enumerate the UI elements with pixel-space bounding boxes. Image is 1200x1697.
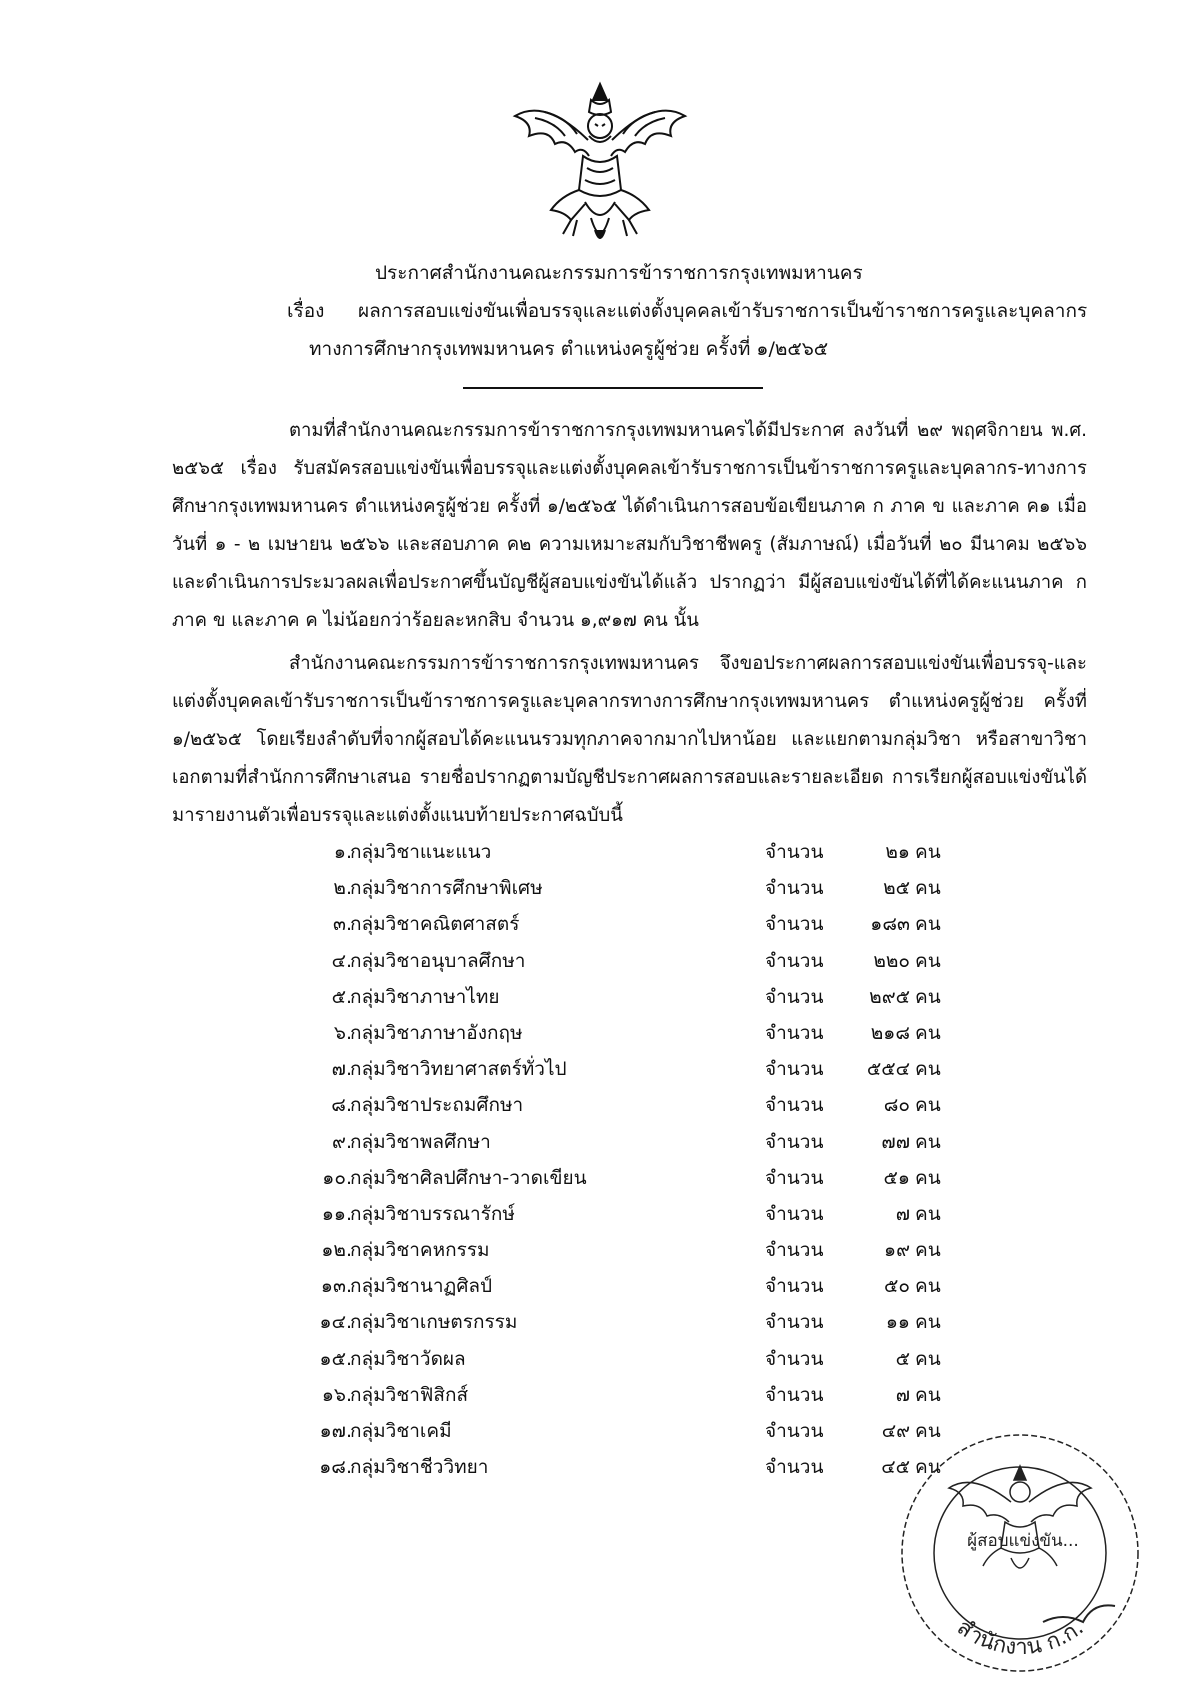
list-item-count-word: จำนวน <box>765 1275 824 1298</box>
subject-line-2: ทางการศึกษากรุงเทพมหานคร ตำแหน่งครูผู้ช่วย ครั้งที่ ๑/๒๕๖๕ <box>309 338 829 360</box>
list-item-unit: คน <box>915 1275 941 1298</box>
list-item-count: ๕๐ <box>884 1275 910 1298</box>
list-item <box>0 1377 1200 1413</box>
official-seal-stamp <box>893 1426 1148 1681</box>
list-item-name: กลุ่มวิชาประถมศึกษา <box>350 1094 524 1117</box>
list-item-count-word: จำนวน <box>765 1420 824 1442</box>
list-item-number: ๓. <box>332 913 352 936</box>
list-item-number: ๑๓. <box>320 1275 352 1298</box>
body-paragraph-1: ตามที่สำนักงานคณะกรรมการข้าราชการกรุงเทพมหานครได้มีประกาศ ลงวันที่ ๒๙ พฤศจิกายน พ.ศ. ๒๕๖๕ เรื่อง รับสมัครสอบแข่งขันเพื่อบรรจุและแต่งตั้งบุคคลเข้ารับราชการเป็นข้าราชการครูและบุคลากร-ทางการศึกษากรุงเทพมหานคร ตำแหน่งครูผู้ช่วย ครั้งที่ ๑/๒๕๖๕ ได้ดำเนินการสอบข้อเขียนภาค ก ภาค ข และภาค ค๑ เมื่อวันที่ ๑ - ๒ เมษายน ๒๕๖๖ และสอบภาค ค๒ ความเหมาะสมกับวิชาชีพครู (สัมภาษณ์) เมื่อวันที่ ๒๐ มีนาคม ๒๕๖๖ และดำเนินการประมวลผลเพื่อประกาศขึ้นบัญชีผู้สอบแข่งขันได้แล้ว ปรากฏว่า มีผู้สอบแข่งขันได้ที่ได้คะแนนภาค ก ภาค ข และภาค ค ไม่น้อยกว่าร้อยละหกสิบ จำนวน ๑,๙๑๗ คน นั้น <box>172 420 1087 631</box>
list-item-name: กลุ่มวิชาภาษาอังกฤษ <box>350 1021 523 1044</box>
list-item-unit: คน <box>915 1058 941 1081</box>
list-item-unit: คน <box>915 1311 941 1334</box>
list-item-count: ๘๐ <box>883 1094 910 1117</box>
list-item-count-word: จำนวน <box>765 1130 824 1153</box>
seal-ring-text: สำนักงาน ก.ก. <box>952 1614 1089 1661</box>
list-item-count: ๗ <box>895 1202 910 1225</box>
list-item <box>0 1232 1200 1268</box>
list-item-number: ๑. <box>333 841 352 863</box>
list-item-count-word: จำนวน <box>765 1166 824 1189</box>
list-item-unit: คน <box>915 1166 941 1189</box>
list-item <box>0 1160 1200 1196</box>
list-item-name: กลุ่มวิชาชีววิทยา <box>350 1456 489 1479</box>
list-item-number: ๔. <box>331 949 352 972</box>
list-item <box>0 834 1200 870</box>
list-item-name: กลุ่มวิชานาฏศิลป์ <box>350 1275 493 1298</box>
list-item <box>0 906 1200 942</box>
list-item-name: กลุ่มวิชาเกษตรกรรม <box>350 1311 518 1334</box>
list-item-number: ๕. <box>331 985 352 1008</box>
list-item-count: ๒๙๕ <box>869 985 910 1008</box>
list-item-unit: คน <box>915 1130 941 1153</box>
list-item-count: ๒๕ <box>883 877 910 900</box>
subject-group-list <box>0 834 1200 1485</box>
list-item-name: กลุ่มวิชาวัดผล <box>350 1347 466 1370</box>
list-item-name: กลุ่มวิชาบรรณารักษ์ <box>350 1202 515 1225</box>
subject-label: เรื่อง <box>287 300 325 322</box>
list-item <box>0 1268 1200 1304</box>
list-item <box>0 1124 1200 1160</box>
list-item-unit: คน <box>915 1239 941 1262</box>
list-item-number: ๑๗. <box>319 1420 352 1442</box>
list-item-count-word: จำนวน <box>765 1021 824 1044</box>
list-item-count: ๒๑ <box>885 841 910 863</box>
list-item-count-word: จำนวน <box>765 1347 824 1370</box>
list-item-number: ๘. <box>331 1094 352 1117</box>
list-item-count: ๔๙ <box>881 1420 910 1442</box>
list-item-count: ๒๑๘ <box>870 1021 910 1044</box>
garuda-emblem <box>505 78 695 254</box>
list-item-count: ๑๑ <box>885 1311 910 1334</box>
list-item-count-word: จำนวน <box>765 1094 824 1117</box>
list-item-count: ๔๕ <box>881 1456 910 1479</box>
list-item-name: กลุ่มวิชาพลศึกษา <box>350 1130 491 1153</box>
list-item-unit: คน <box>915 877 941 900</box>
list-item-count-word: จำนวน <box>765 1383 824 1406</box>
list-item-unit: คน <box>915 1202 941 1225</box>
list-item <box>0 1341 1200 1377</box>
list-item-unit: คน <box>915 1094 941 1117</box>
list-item-number: ๗. <box>331 1058 352 1081</box>
list-item-count: ๑๙ <box>884 1239 910 1262</box>
list-item-count-word: จำนวน <box>765 949 824 972</box>
list-item <box>0 943 1200 979</box>
list-item-unit: คน <box>915 1021 941 1044</box>
list-item-name: กลุ่มวิชาการศึกษาพิเศษ <box>350 877 543 900</box>
list-item <box>0 870 1200 906</box>
list-item-count: ๕๕๔ <box>866 1058 910 1081</box>
list-item <box>0 979 1200 1015</box>
list-item-count-word: จำนวน <box>765 1058 824 1081</box>
list-item-unit: คน <box>915 913 941 936</box>
list-item-unit: คน <box>915 1420 941 1442</box>
list-item-number: ๑๔. <box>319 1311 352 1334</box>
list-item-number: ๑๖. <box>321 1383 352 1406</box>
list-item-unit: คน <box>915 1456 941 1479</box>
list-item-count-word: จำนวน <box>765 1202 824 1225</box>
list-item <box>0 1196 1200 1232</box>
list-item-unit: คน <box>915 1383 941 1406</box>
list-item <box>0 1015 1200 1051</box>
list-item-count: ๗๗ <box>881 1130 910 1153</box>
list-item-number: ๑๕. <box>319 1347 352 1370</box>
list-item-count-word: จำนวน <box>765 877 824 900</box>
list-item-name: กลุ่มวิชาคณิตศาสตร์ <box>350 913 520 936</box>
list-item-name: กลุ่มวิชาอนุบาลศึกษา <box>350 949 526 972</box>
list-item-count: ๗ <box>895 1383 910 1406</box>
list-item-number: ๒. <box>333 877 352 900</box>
header-divider <box>463 387 763 389</box>
subject-line-1: ผลการสอบแข่งขันเพื่อบรรจุและแต่งตั้งบุคคลเข้ารับราชการเป็นข้าราชการครูและบุคลากร <box>358 300 1088 322</box>
list-item-count-word: จำนวน <box>765 913 824 936</box>
list-item-name: กลุ่มวิชาแนะแนว <box>350 841 492 863</box>
list-item <box>0 1051 1200 1087</box>
list-item-number: ๑๑. <box>321 1202 352 1225</box>
seal-inner-text: ผู้สอบแข่งขัน... <box>967 1531 1079 1551</box>
list-item <box>0 1087 1200 1123</box>
list-item-name: กลุ่มวิชาเคมี <box>350 1420 452 1442</box>
body-paragraph-2: สำนักงานคณะกรรมการข้าราชการกรุงเทพมหานคร จึงขอประกาศผลการสอบแข่งขันเพื่อบรรจุ-และแต่งตั้งบุคคลเข้ารับราชการเป็นข้าราชการครูและบุคลากรทางการศึกษากรุงเทพมหานคร ตำแหน่งครูผู้ช่วย ครั้งที่ ๑/๒๕๖๕ โดยเรียงลำดับที่จากผู้สอบได้คะแนนรวมทุกภาคจากมากไปหาน้อย และแยกตามกลุ่มวิชา หรือสาขาวิชาเอกตามที่สำนักการศึกษาเสนอ รายชื่อปรากฏตามบัญชีประกาศผลการสอบและรายละเอียด การเรียกผู้สอบแข่งขันได้มารายงานตัวเพื่อบรรจุและแต่งตั้งแนบท้ายประกาศฉบับนี้ <box>172 653 1087 826</box>
list-item-name: กลุ่มวิชาภาษาไทย <box>350 985 500 1008</box>
list-item-count: ๑๘๓ <box>870 913 910 936</box>
list-item-count-word: จำนวน <box>765 1311 824 1334</box>
list-item-name: กลุ่มวิชาฟิสิกส์ <box>350 1383 469 1406</box>
list-item-unit: คน <box>915 1347 941 1370</box>
list-item-number: ๙. <box>332 1130 352 1153</box>
list-item-name: กลุ่มวิชาศิลปศึกษา-วาดเขียน <box>350 1166 587 1189</box>
list-item-count-word: จำนวน <box>765 985 824 1008</box>
list-item-count-word: จำนวน <box>765 841 824 863</box>
list-item-number: ๑๐. <box>322 1166 352 1189</box>
list-item-count: ๒๒๐ <box>873 949 910 972</box>
list-item-unit: คน <box>915 949 941 972</box>
list-item <box>0 1304 1200 1340</box>
list-item-number: ๖. <box>333 1021 352 1044</box>
list-item-number: ๑๒. <box>321 1239 352 1262</box>
list-item-count: ๕๑ <box>883 1166 910 1189</box>
list-item-number: ๑๘. <box>319 1456 352 1479</box>
announcement-title: ประกาศสำนักงานคณะกรรมการข้าราชการกรุงเทพมหานคร <box>375 262 863 284</box>
list-item-name: กลุ่มวิชาคหกรรม <box>350 1239 490 1262</box>
list-item-unit: คน <box>915 841 941 863</box>
list-item-name: กลุ่มวิชาวิทยาศาสตร์ทั่วไป <box>350 1058 567 1081</box>
list-item-count-word: จำนวน <box>765 1456 824 1479</box>
list-item-unit: คน <box>915 985 941 1008</box>
list-item-count-word: จำนวน <box>765 1239 824 1262</box>
list-item-count: ๕ <box>895 1347 910 1370</box>
